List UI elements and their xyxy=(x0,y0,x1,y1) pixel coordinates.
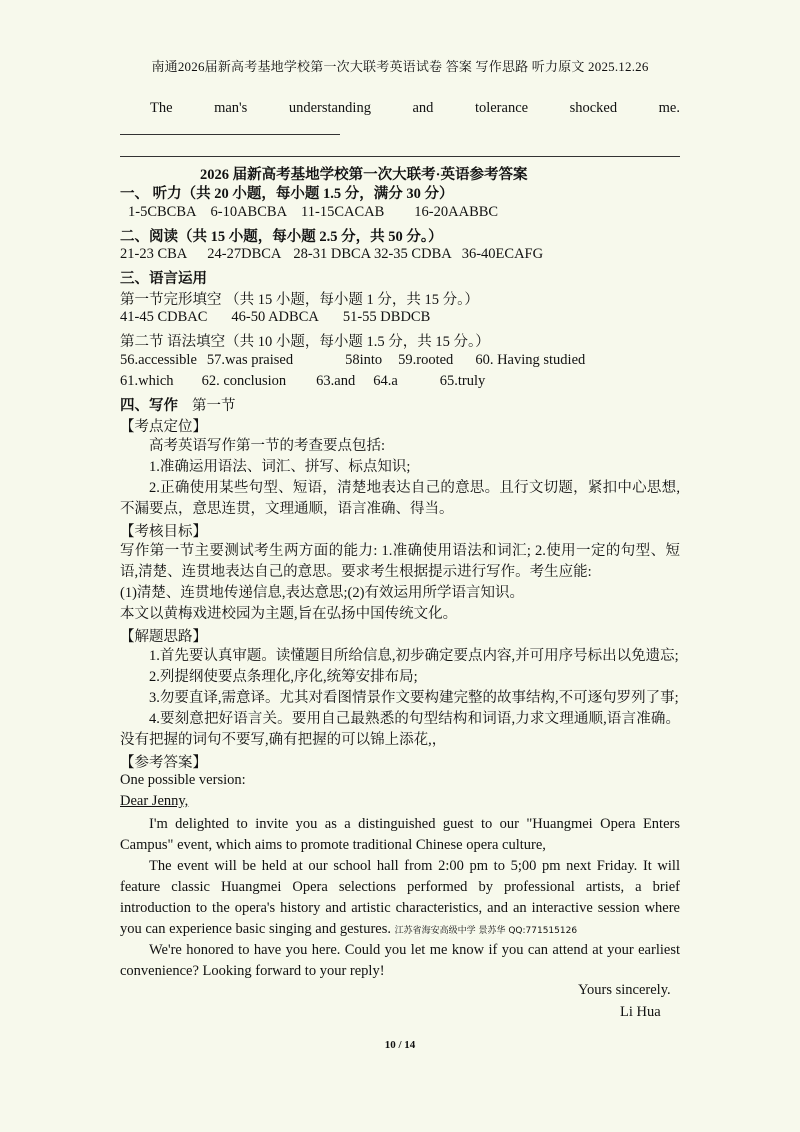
silu-step-4: 4.要刻意把好语言关。要用自己最熟悉的句型结构和词语,力求文理通顺,语言准确。没有把握的词句不要写,确有把握的可以锦上添花,， xyxy=(120,711,680,748)
answer-group: 16-20AABBC xyxy=(414,204,499,220)
word: tolerance xyxy=(474,100,529,116)
kaodian-heading: 【考点定位】 xyxy=(120,419,207,435)
answer-group: 21-23 CBA xyxy=(120,246,188,262)
daan-heading: 【参考答案】 xyxy=(120,755,207,771)
answer-group: 46-50 ADBCA xyxy=(231,309,319,325)
answer-item: 60. Having studied xyxy=(475,352,586,368)
word: me. xyxy=(658,100,680,116)
silu-heading: 【解题思路】 xyxy=(120,629,207,645)
writing-part: 第一节 xyxy=(192,398,236,414)
answer-item: 62. conclusion xyxy=(201,373,287,389)
silu-step-3: 3.勿要直译,需意译。尤其对看图情景作文要构建完整的故事结构,不可逐句罗列了事; xyxy=(149,690,679,706)
page-number: 10 / 14 xyxy=(384,1039,416,1051)
kaodian-point-1: 1.准确运用语法、词汇、拼写、标点知识; xyxy=(149,459,411,475)
answer-group: 28-31 DBCA 32-35 CDBA xyxy=(293,246,452,262)
version-label: One possible version: xyxy=(120,772,246,788)
letter-signature: Li Hua xyxy=(620,1004,661,1020)
watermark-note: 江苏省海安高级中学 景苏华 QQ:771515126 xyxy=(394,926,578,936)
kaodian-intro: 高考英语写作第一节的考查要点包括: xyxy=(149,438,386,454)
grammar-answers-row xyxy=(120,373,680,390)
answer-item: 64.a xyxy=(373,373,398,389)
mubiao-heading: 【考核目标】 xyxy=(120,524,207,540)
answer-group: 1-5CBCBA xyxy=(128,204,197,220)
kaodian-point-2: 2.正确使用某些句型、短语，清楚地表达自己的意思。且行文切题，紧扣中心思想,不漏要点，意思连贯，文理通顺，语言准确、得当。 xyxy=(120,480,680,517)
answer-item: 58into xyxy=(345,352,383,368)
answer-group: 11-15CACAB xyxy=(301,204,385,220)
answer-group: 24-27DBCA xyxy=(207,246,282,262)
divider xyxy=(120,156,680,157)
silu-step-2: 2.列提纲使要点条理化,序化,统筹安排布局; xyxy=(149,669,418,685)
section-writing-heading xyxy=(120,394,680,415)
word: man's xyxy=(214,100,248,116)
section-language-heading: 三、语言运用 xyxy=(120,271,207,287)
answer-blank-line xyxy=(120,134,340,135)
listening-answers xyxy=(128,204,680,221)
grammar-heading: 第二节 语法填空（共 10 小题，每小题 1.5 分，共 15 分。） xyxy=(120,334,490,350)
answer-item: 63.and xyxy=(316,373,356,389)
writing-label: 四、写作 xyxy=(120,398,178,414)
word: understanding xyxy=(288,100,371,116)
letter-paragraph-3: We're honored to have you here. Could you let me know if you can attend at your earliest convenience? Looking forward to your reply! xyxy=(120,942,680,979)
answer-group: 41-45 CDBAC xyxy=(120,309,208,325)
letter-paragraph-2 xyxy=(120,856,680,942)
answer-group: 36-40ECAFG xyxy=(461,246,544,262)
word: The xyxy=(150,100,173,116)
cloze-heading: 第一节完形填空 （共 15 小题，每小题 1 分，共 15 分。） xyxy=(120,292,479,308)
mubiao-theme: 本文以黄梅戏进校园为主题,旨在弘扬中国传统文化。 xyxy=(120,606,458,622)
answer-item: 57.was praised xyxy=(206,352,294,368)
letter-salutation: Dear Jenny, xyxy=(120,793,189,809)
section-listening-heading: 一、 听力（共 20 小题，每小题 1.5 分，满分 30 分） xyxy=(120,186,454,202)
letter-paragraph-2-text: The event will be held at our school hall from 2:00 pm to 5;00 pm next Friday. It will feature classic Huangmei Opera selections performed by professional artists, a brief introduction to the opera's history and artistic characteristics, and an interactive session where you can experience basic singing and gestures. xyxy=(120,858,680,937)
page-title: 2026 届新高考基地学校第一次大联考·英语参考答案 xyxy=(200,167,528,183)
reading-answers xyxy=(120,246,680,263)
cloze-answers xyxy=(120,309,680,326)
answer-item: 56.accessible xyxy=(120,352,197,368)
word: shocked xyxy=(569,100,618,116)
letter-closing: Yours sincerely. xyxy=(578,982,671,998)
word: and xyxy=(412,100,434,116)
answer-item: 65.truly xyxy=(439,373,486,389)
page-header: 南通2026届新高考基地学校第一次大联考英语试卷 答案 写作思路 听力原文 2025.12.26 xyxy=(151,59,649,74)
answer-item: 61.which xyxy=(120,373,174,389)
section-reading-heading: 二、阅读（共 15 小题，每小题 2.5 分，共 50 分。） xyxy=(120,229,443,245)
answer-item: 59.rooted xyxy=(398,352,454,368)
letter-paragraph-1: I'm delighted to invite you as a distinguished guest to our "Huangmei Opera Enters Campus" event, which aims to promote traditional Chinese opera culture, xyxy=(120,816,680,853)
answer-group: 6-10ABCBA xyxy=(210,204,288,220)
mubiao-text: 写作第一节主要测试考生两方面的能力: 1.准确使用语法和词汇; 2.使用一定的句型、短语,清楚、连贯地表达自己的意思。要求考生根据提示进行写作。考生应能: xyxy=(120,543,680,580)
answer-group: 51-55 DBDCB xyxy=(342,309,431,325)
top-sentence xyxy=(150,100,680,117)
silu-step-1: 1.首先要认真审题。读懂题目所给信息,初步确定要点内容,并可用序号标出以免遗忘; xyxy=(149,648,679,664)
grammar-answers-row xyxy=(120,352,680,369)
mubiao-point: (1)清楚、连贯地传递信息,表达意思;(2)有效运用所学语言知识。 xyxy=(120,585,524,601)
